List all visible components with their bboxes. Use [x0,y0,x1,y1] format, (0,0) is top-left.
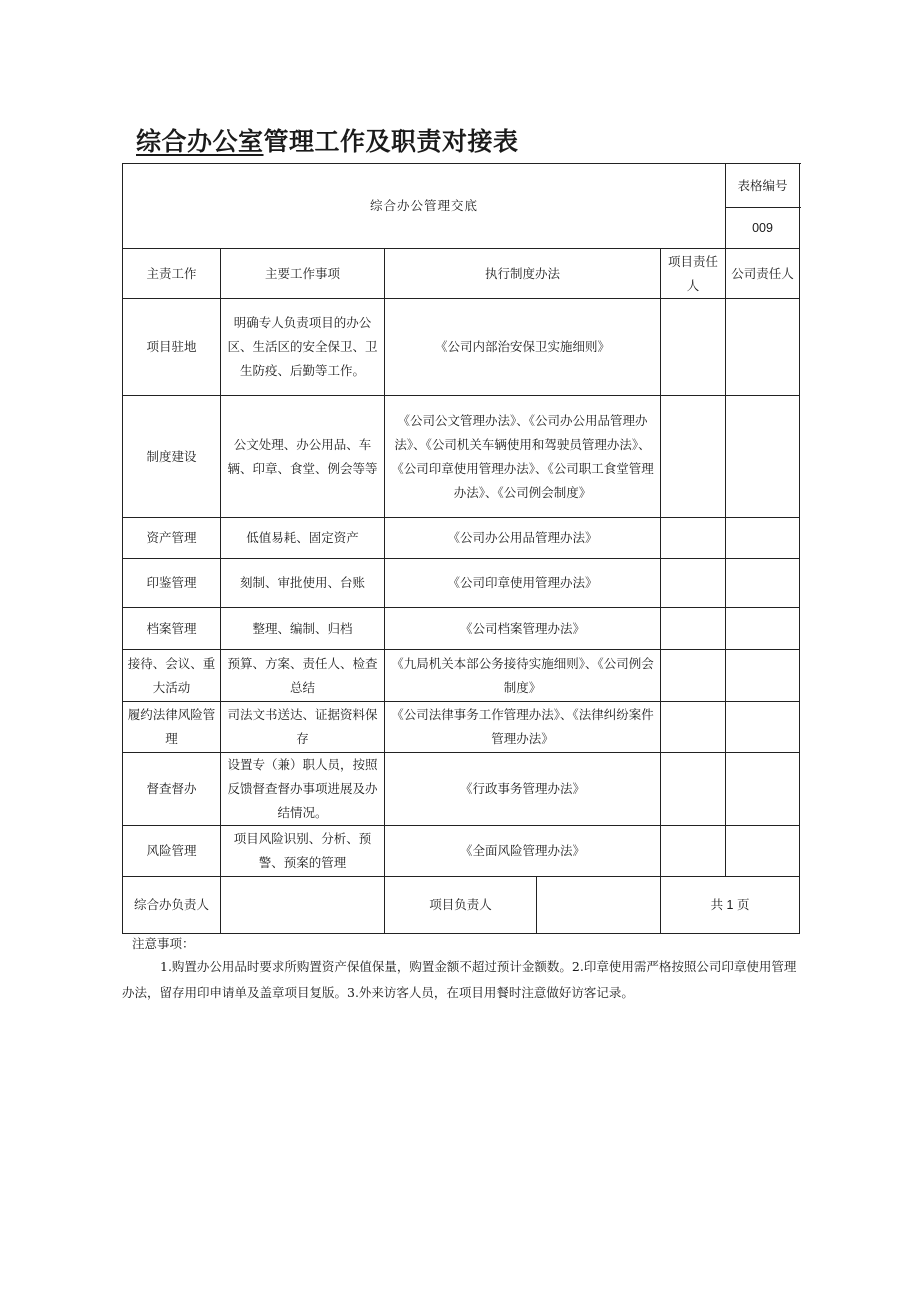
row-method: 《公司公文管理办法》、《公司办公用品管理办法》、《公司机关车辆使用和驾驶员管理办法》、《公司印章使用管理办法》、《公司职工食堂管理办法》、《公司例会制度》 [385,396,661,518]
row-items: 整理、编制、归档 [221,608,385,650]
row-project-owner [661,299,726,396]
row-duty: 印鉴管理 [123,559,221,608]
row-duty: 接待、会议、重大活动 [123,650,221,702]
signature-row [123,877,800,934]
row-method: 《公司办公用品管理办法》 [385,518,661,559]
row-project-owner [661,518,726,559]
row-company-owner [726,299,800,396]
row-company-owner [726,650,800,702]
row-project-owner [661,702,726,753]
office-owner-label: 综合办负责人 [123,877,221,934]
row-project-owner [661,608,726,650]
table-row [123,518,800,559]
project-owner-label: 项目负责人 [385,877,537,934]
row-items: 低值易耗、固定资产 [221,518,385,559]
col-header-main-duty: 主责工作 [123,249,221,299]
table-row [123,299,800,396]
row-company-owner [726,608,800,650]
project-owner-signature-field [537,877,661,934]
row-company-owner [726,518,800,559]
table-row [123,396,800,518]
row-method: 《公司档案管理办法》 [385,608,661,650]
row-project-owner [661,559,726,608]
row-duty: 督查督办 [123,753,221,826]
row-items: 司法文书送达、证据资料保存 [221,702,385,753]
row-items: 设置专（兼）职人员，按照反馈督查督办事项进展及办结情况。 [221,753,385,826]
row-items: 项目风险识别、分析、预警、预案的管理 [221,826,385,877]
row-project-owner [661,650,726,702]
row-company-owner [726,396,800,518]
row-company-owner [726,826,800,877]
table-row [123,753,800,826]
row-duty: 档案管理 [123,608,221,650]
row-project-owner [661,753,726,826]
row-project-owner [661,826,726,877]
row-duty: 风险管理 [123,826,221,877]
page-title-underlined: 综合办公室 [136,127,264,156]
row-items: 预算、方案、责任人、检查总结 [221,650,385,702]
row-project-owner [661,396,726,518]
page-count: 共 1 页 [661,877,800,934]
notes-text: 1.购置办公用品时要求所购置资产保值保量，购置金额不超过预计金额数。2.印章使用需严格按照公司印章使用管理办法，留存用印申请单及盖章项目复版。3.外来访客人员，在项目用餐时注意做好访客记录。 [122,959,797,1000]
row-company-owner [726,702,800,753]
table-row [123,702,800,753]
row-company-owner [726,559,800,608]
row-method: 《全面风险管理办法》 [385,826,661,877]
column-header-row [123,249,800,299]
col-header-main-items: 主要工作事项 [221,249,385,299]
table-row [123,608,800,650]
notes-heading: 注意事项： [132,936,195,951]
row-items: 刻制、审批使用、台账 [221,559,385,608]
row-method: 《行政事务管理办法》 [385,753,661,826]
header-row-1 [123,164,800,208]
page-title-rest: 管理工作及职责对接表 [263,127,519,156]
row-method: 《公司印章使用管理办法》 [385,559,661,608]
responsibility-table [122,163,800,934]
row-method: 《公司内部治安保卫实施细则》 [385,299,661,396]
form-number-value: 009 [726,208,800,249]
office-owner-signature-field [221,877,385,934]
row-company-owner [726,753,800,826]
row-duty: 制度建设 [123,396,221,518]
form-number-label: 表格编号 [726,164,800,208]
col-header-company-owner: 公司责任人 [726,249,800,299]
row-method: 《九局机关本部公务接待实施细则》、《公司例会制度》 [385,650,661,702]
row-duty: 资产管理 [123,518,221,559]
col-header-method: 执行制度办法 [385,249,661,299]
page-title [136,122,519,158]
row-duty: 项目驻地 [123,299,221,396]
table-row [123,826,800,877]
row-duty: 履约法律风险管理 [123,702,221,753]
row-items: 明确专人负责项目的办公区、生活区的安全保卫、卫生防疫、后勤等工作。 [221,299,385,396]
form-heading: 综合办公管理交底 [123,164,726,249]
row-items: 公文处理、办公用品、车辆、印章、食堂、例会等等 [221,396,385,518]
row-method: 《公司法律事务工作管理办法》、《法律纠纷案件管理办法》 [385,702,661,753]
table-row [123,650,800,702]
col-header-project-owner: 项目责任人 [661,249,726,299]
table-row [123,559,800,608]
